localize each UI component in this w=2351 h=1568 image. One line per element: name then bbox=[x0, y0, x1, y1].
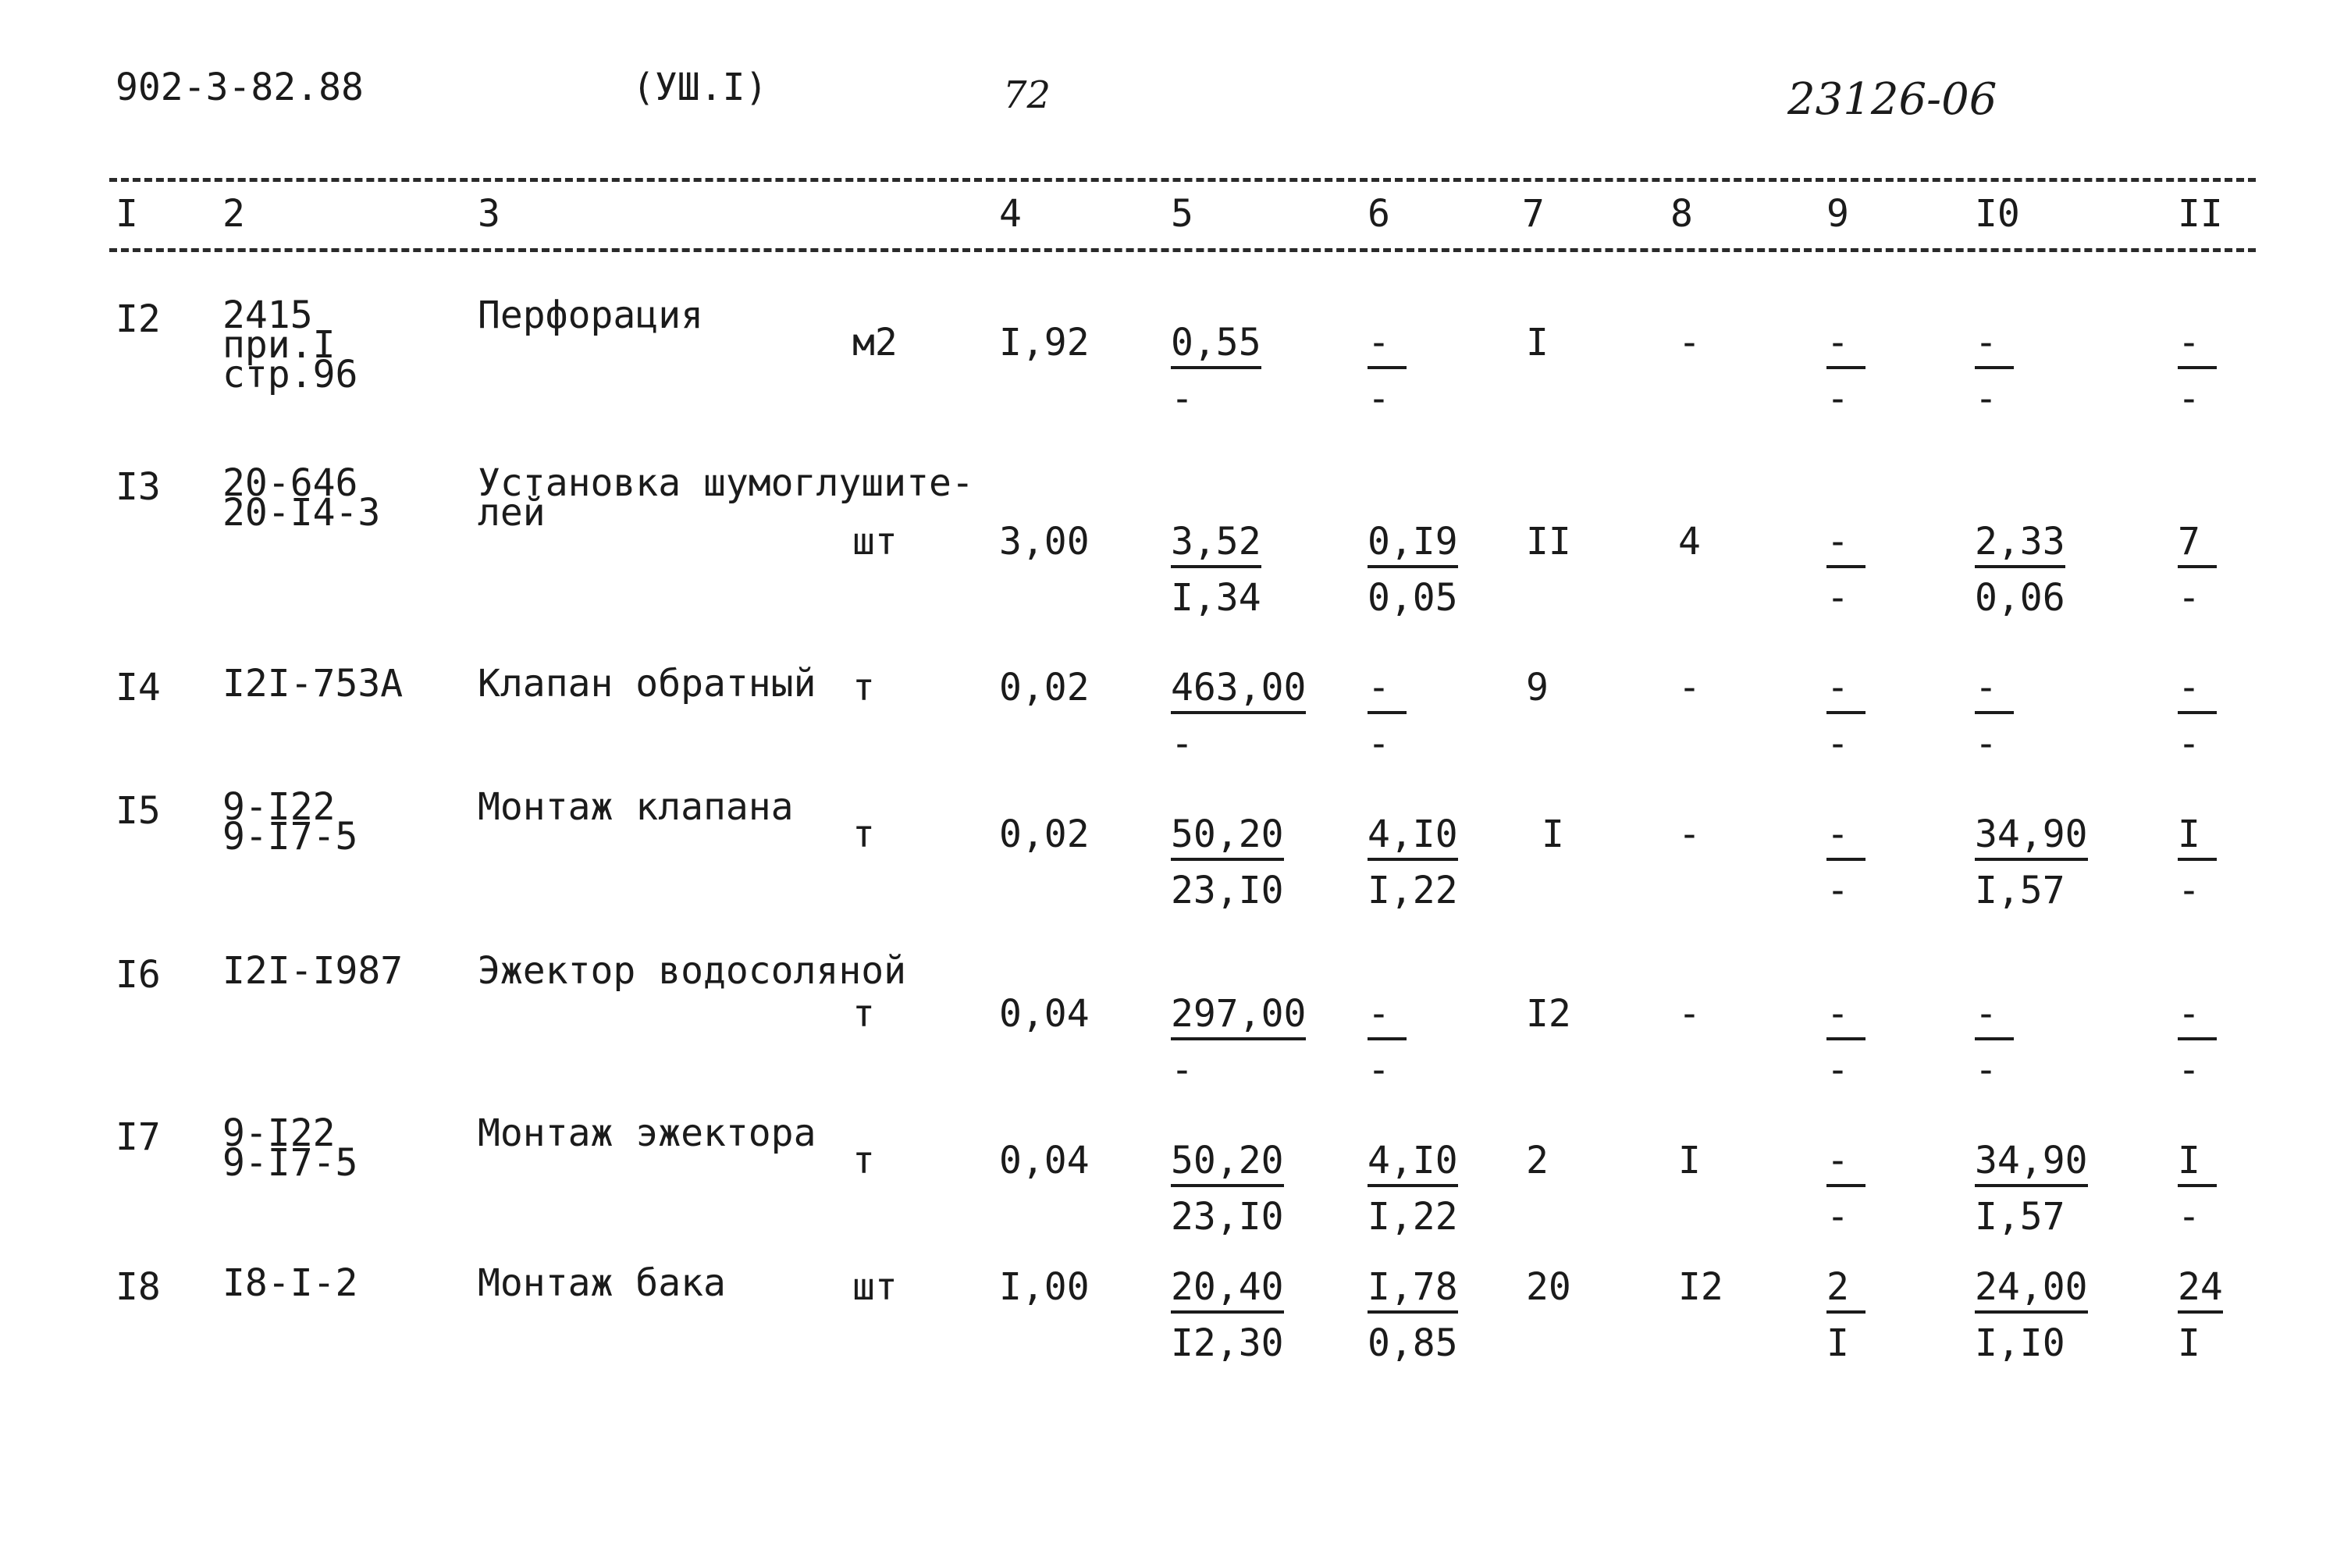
col6-value bbox=[1368, 666, 1407, 766]
col7-value: I bbox=[1526, 321, 1549, 364]
col6-bottom: - bbox=[1368, 1048, 1390, 1092]
column-number: 4 bbox=[999, 192, 1022, 236]
norm-code: I8-I-2 bbox=[222, 1261, 358, 1305]
col10-bottom: - bbox=[1975, 722, 1997, 766]
col5-bottom: I2,30 bbox=[1171, 1321, 1284, 1365]
col9-bottom: I bbox=[1826, 1321, 1849, 1365]
col11-value bbox=[2178, 812, 2217, 912]
col5-value bbox=[1171, 812, 1284, 912]
col11-top: 7 bbox=[2178, 523, 2217, 568]
col10-top: 24,00 bbox=[1975, 1268, 2088, 1314]
col10-bottom: - bbox=[1975, 1048, 1997, 1092]
col5-value bbox=[1171, 1139, 1284, 1239]
col5-bottom: - bbox=[1171, 722, 1193, 766]
col6-top: 0,I9 bbox=[1368, 523, 1458, 568]
norm-code: 9-I22 9-I7-5 bbox=[222, 1111, 358, 1185]
col6-value bbox=[1368, 812, 1458, 912]
col6-bottom: I,22 bbox=[1368, 1195, 1458, 1239]
col5-value bbox=[1171, 666, 1307, 766]
col6-value bbox=[1368, 992, 1407, 1092]
col11-top: 24 bbox=[2178, 1268, 2223, 1314]
col10-bottom: - bbox=[1975, 377, 1997, 421]
col6-top: - bbox=[1368, 669, 1407, 714]
col11-bottom: - bbox=[2178, 722, 2200, 766]
col10-value bbox=[1975, 992, 2014, 1092]
col7-value: II bbox=[1526, 520, 1571, 564]
col11-value bbox=[2178, 1139, 2217, 1239]
row-number: I6 bbox=[116, 953, 161, 997]
col9-top: - bbox=[1826, 1142, 1866, 1187]
col11-bottom: I bbox=[2178, 1321, 2200, 1365]
col11-top: - bbox=[2178, 324, 2217, 369]
col11-top: I bbox=[2178, 1142, 2217, 1187]
col11-value bbox=[2178, 321, 2217, 421]
col8-value: - bbox=[1678, 812, 1701, 856]
col5-top: 0,55 bbox=[1171, 324, 1261, 369]
col5-bottom: 23,I0 bbox=[1171, 1195, 1284, 1239]
work-name: Монтаж клапана bbox=[478, 785, 794, 829]
col7-value: 9 bbox=[1526, 666, 1549, 709]
col5-bottom: 23,I0 bbox=[1171, 869, 1284, 912]
work-name: Клапан обратный bbox=[478, 662, 816, 706]
quantity: 0,04 bbox=[999, 992, 1090, 1036]
col5-top: 20,40 bbox=[1171, 1268, 1284, 1314]
column-number: 5 bbox=[1171, 192, 1193, 236]
column-number: 6 bbox=[1368, 192, 1390, 236]
col8-value: 4 bbox=[1678, 520, 1701, 564]
col11-top: - bbox=[2178, 995, 2217, 1040]
col6-top: I,78 bbox=[1368, 1268, 1458, 1314]
row-number: I7 bbox=[116, 1115, 161, 1159]
col9-top: - bbox=[1826, 324, 1866, 369]
col11-value bbox=[2178, 520, 2217, 620]
document-code: 902-3-82.88 bbox=[116, 66, 364, 109]
col9-value bbox=[1826, 812, 1866, 912]
col9-value bbox=[1826, 520, 1866, 620]
column-number: II bbox=[2178, 192, 2223, 236]
col6-value bbox=[1368, 520, 1458, 620]
col9-bottom: - bbox=[1826, 377, 1849, 421]
col8-value: I2 bbox=[1678, 1265, 1723, 1309]
col11-top: - bbox=[2178, 669, 2217, 714]
col10-value bbox=[1975, 1139, 2088, 1239]
quantity: I,92 bbox=[999, 321, 1090, 364]
work-name: Установка шумоглушите- лей bbox=[478, 461, 974, 535]
row-number: I2 bbox=[116, 297, 161, 341]
col5-top: 3,52 bbox=[1171, 523, 1261, 568]
col9-top: 2 bbox=[1826, 1268, 1866, 1314]
col10-value bbox=[1975, 666, 2014, 766]
col9-top: - bbox=[1826, 523, 1866, 568]
col9-bottom: - bbox=[1826, 576, 1849, 620]
archive-number: 23126-06 bbox=[1787, 74, 1997, 125]
col10-bottom: I,I0 bbox=[1975, 1321, 2065, 1365]
col8-value: - bbox=[1678, 992, 1701, 1036]
work-name: Монтаж бака bbox=[478, 1261, 726, 1305]
col9-bottom: - bbox=[1826, 722, 1849, 766]
col10-value bbox=[1975, 1265, 2088, 1365]
col10-value bbox=[1975, 812, 2088, 912]
norm-code: 9-I22 9-I7-5 bbox=[222, 785, 358, 859]
col10-top: 2,33 bbox=[1975, 523, 2065, 568]
col7-value: I2 bbox=[1526, 992, 1571, 1036]
column-number: I bbox=[116, 192, 138, 236]
col5-top: 50,20 bbox=[1171, 816, 1284, 861]
col10-bottom: 0,06 bbox=[1975, 576, 2065, 620]
col8-value: I bbox=[1678, 1139, 1701, 1182]
col5-bottom: - bbox=[1171, 377, 1193, 421]
col6-value bbox=[1368, 321, 1407, 421]
col10-top: 34,90 bbox=[1975, 1142, 2088, 1187]
col6-value bbox=[1368, 1139, 1458, 1239]
norm-code: I2I-I987 bbox=[222, 949, 404, 993]
col9-value bbox=[1826, 321, 1866, 421]
col11-value bbox=[2178, 992, 2217, 1092]
col7-value: 2 bbox=[1526, 1139, 1549, 1182]
norm-code: I2I-753A bbox=[222, 662, 404, 706]
column-number: I0 bbox=[1975, 192, 2020, 236]
row-number: I4 bbox=[116, 666, 161, 709]
col5-bottom: I,34 bbox=[1171, 576, 1261, 620]
col5-top: 50,20 bbox=[1171, 1142, 1284, 1187]
col10-value bbox=[1975, 321, 2014, 421]
unit: м2 bbox=[852, 321, 898, 364]
unit: шт bbox=[852, 1265, 898, 1309]
col9-bottom: - bbox=[1826, 869, 1849, 912]
col5-top: 463,00 bbox=[1171, 669, 1306, 714]
quantity: 0,02 bbox=[999, 666, 1090, 709]
col6-bottom: I,22 bbox=[1368, 869, 1458, 912]
row-number: I3 bbox=[116, 465, 161, 509]
col9-value bbox=[1826, 992, 1866, 1092]
col6-bottom: 0,05 bbox=[1368, 576, 1458, 620]
work-name: Монтаж эжектора bbox=[478, 1111, 816, 1155]
col8-value: - bbox=[1678, 321, 1701, 364]
column-number: 2 bbox=[222, 192, 245, 236]
col11-value bbox=[2178, 1265, 2223, 1365]
col9-top: - bbox=[1826, 816, 1866, 861]
col6-top: 4,I0 bbox=[1368, 816, 1458, 861]
col10-top: 34,90 bbox=[1975, 816, 2088, 861]
col11-value bbox=[2178, 666, 2217, 766]
work-name: Перфорация bbox=[478, 293, 703, 337]
col6-bottom: - bbox=[1368, 722, 1390, 766]
col5-value bbox=[1171, 1265, 1284, 1365]
col5-value bbox=[1171, 992, 1307, 1092]
unit: т bbox=[852, 666, 875, 709]
col5-top: 297,00 bbox=[1171, 995, 1306, 1040]
col6-top: - bbox=[1368, 995, 1407, 1040]
quantity: 3,00 bbox=[999, 520, 1090, 564]
col11-bottom: - bbox=[2178, 377, 2200, 421]
col9-value bbox=[1826, 1265, 1866, 1365]
work-name: Эжектор водосоляной bbox=[478, 949, 907, 993]
quantity: I,00 bbox=[999, 1265, 1090, 1309]
col5-value bbox=[1171, 520, 1261, 620]
norm-code: 20-646 20-I4-3 bbox=[222, 461, 381, 535]
column-number: 7 bbox=[1522, 192, 1545, 236]
col10-top: - bbox=[1975, 324, 2014, 369]
col10-top: - bbox=[1975, 995, 2014, 1040]
row-number: I8 bbox=[116, 1265, 161, 1309]
col9-top: - bbox=[1826, 669, 1866, 714]
unit: т bbox=[852, 992, 875, 1036]
header-rule-bottom bbox=[109, 248, 2256, 252]
unit: т bbox=[852, 812, 875, 856]
unit: шт bbox=[852, 520, 898, 564]
col7-value: I bbox=[1542, 812, 1564, 856]
col6-bottom: - bbox=[1368, 377, 1390, 421]
col9-top: - bbox=[1826, 995, 1866, 1040]
col11-bottom: - bbox=[2178, 576, 2200, 620]
col7-value: 20 bbox=[1526, 1265, 1571, 1309]
col9-value bbox=[1826, 1139, 1866, 1239]
header-rule-top bbox=[109, 178, 2256, 182]
column-number: 8 bbox=[1670, 192, 1693, 236]
col8-value: - bbox=[1678, 666, 1701, 709]
col6-top: - bbox=[1368, 324, 1407, 369]
col10-bottom: I,57 bbox=[1975, 869, 2065, 912]
unit: т bbox=[852, 1139, 875, 1182]
col10-top: - bbox=[1975, 669, 2014, 714]
col9-bottom: - bbox=[1826, 1195, 1849, 1239]
col11-bottom: - bbox=[2178, 1048, 2200, 1092]
col11-top: I bbox=[2178, 816, 2217, 861]
col6-bottom: 0,85 bbox=[1368, 1321, 1458, 1365]
row-number: I5 bbox=[116, 789, 161, 833]
col10-value bbox=[1975, 520, 2065, 620]
col10-bottom: I,57 bbox=[1975, 1195, 2065, 1239]
norm-code: 2415 при.I стр.96 bbox=[222, 293, 358, 396]
quantity: 0,02 bbox=[999, 812, 1090, 856]
column-number: 3 bbox=[478, 192, 500, 236]
col11-bottom: - bbox=[2178, 869, 2200, 912]
col6-value bbox=[1368, 1265, 1458, 1365]
page-number: 72 bbox=[1003, 73, 1051, 117]
col5-bottom: - bbox=[1171, 1048, 1193, 1092]
col11-bottom: - bbox=[2178, 1195, 2200, 1239]
col9-bottom: - bbox=[1826, 1048, 1849, 1092]
column-number: 9 bbox=[1826, 192, 1849, 236]
col5-value bbox=[1171, 321, 1261, 421]
quantity: 0,04 bbox=[999, 1139, 1090, 1182]
col6-top: 4,I0 bbox=[1368, 1142, 1458, 1187]
col9-value bbox=[1826, 666, 1866, 766]
section-code: (УШ.I) bbox=[632, 66, 768, 109]
